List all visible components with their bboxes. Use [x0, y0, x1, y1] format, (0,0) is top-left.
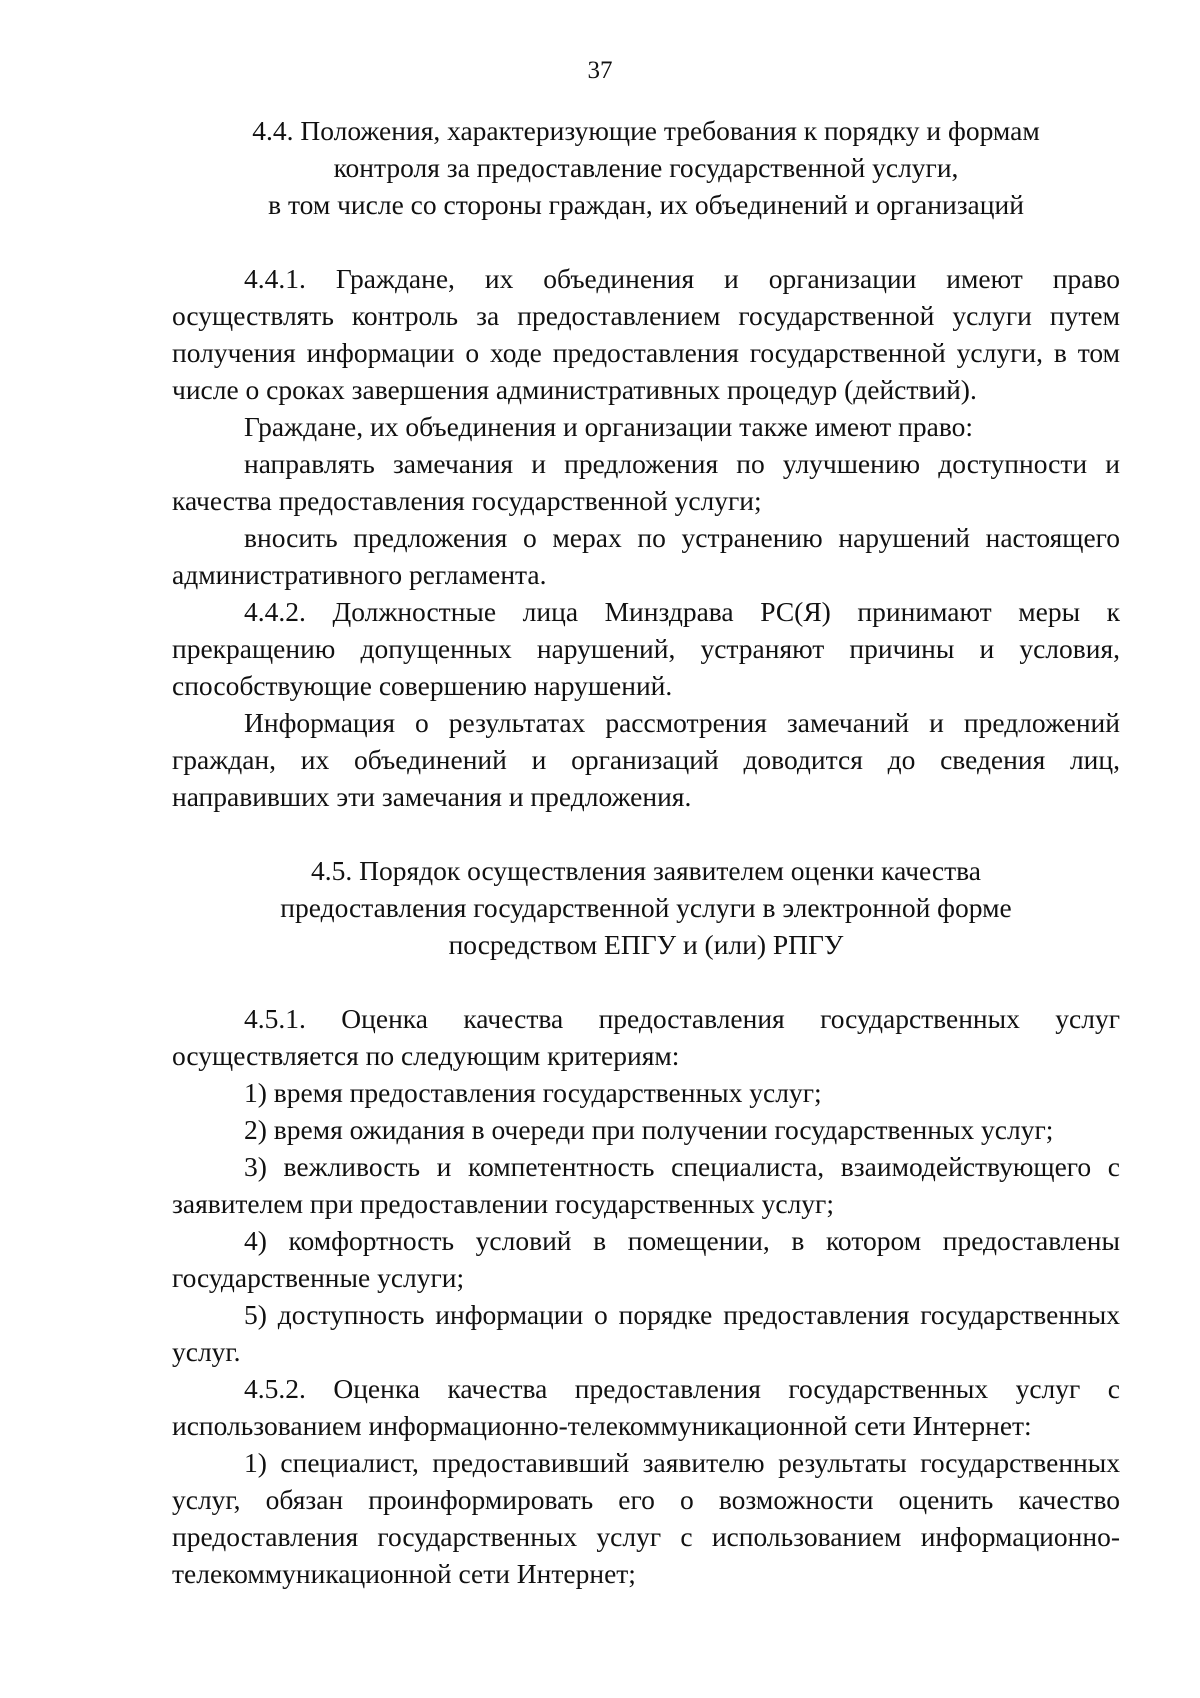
- paragraph-4-4-2: 4.4.2. Должностные лица Минздрава РС(Я) принимают меры к прекращению допущенных нарушений, устраняют причины и условия, способствующие совершению нарушений.: [172, 596, 1120, 701]
- page-content: [172, 112, 1120, 1592]
- paragraph-rights-intro: Граждане, их объединения и организации также имеют право:: [244, 411, 974, 442]
- section-4-5-heading: [172, 852, 1120, 963]
- criterion-1: 1) время предоставления государственных услуг;: [244, 1077, 822, 1108]
- paragraph-right-proposals: вносить предложения о мерах по устранению нарушений настоящего административного регламента.: [172, 522, 1120, 590]
- paragraph-4-5-2: 4.5.2. Оценка качества предоставления государственных услуг с использованием информационно-телекоммуникационной сети Интернет:: [172, 1373, 1120, 1441]
- paragraph-right-remarks: направлять замечания и предложения по улучшению доступности и качества предоставления государственной услуги;: [172, 448, 1120, 516]
- spacer: [172, 963, 1120, 1000]
- section-4-5-heading-line: 4.5. Порядок осуществления заявителем оценки качества: [311, 855, 981, 886]
- section-4-4-heading-line: в том числе со стороны граждан, их объединений и организаций: [268, 189, 1024, 220]
- paragraph-4-5-1: 4.5.1. Оценка качества предоставления государственных услуг осуществляется по следующим критериям:: [172, 1003, 1120, 1071]
- paragraph-4-5-2-item-1: 1) специалист, предоставивший заявителю результаты государственных услуг, обязан проинформировать его о возможности оценить качество предоставления государственных услуг с использованием информационно-телекоммуникационной сети Интернет;: [172, 1447, 1120, 1589]
- criterion-4: 4) комфортность условий в помещении, в котором предоставлены государственные услуги;: [172, 1225, 1120, 1293]
- section-4-4-heading-line: 4.4. Положения, характеризующие требования к порядку и формам: [252, 115, 1040, 146]
- criterion-5: 5) доступность информации о порядке предоставления государственных услуг.: [172, 1299, 1120, 1367]
- section-4-5-heading-line: предоставления государственной услуги в электронной форме: [280, 892, 1012, 923]
- section-4-4-heading-line: контроля за предоставление государственной услуги,: [333, 152, 959, 183]
- spacer: [172, 223, 1120, 260]
- page-number: 37: [587, 57, 613, 84]
- section-4-4-heading: [172, 112, 1120, 223]
- paragraph-results-info: Информация о результатах рассмотрения замечаний и предложений граждан, их объединений и организаций доводится до сведения лиц, направивших эти замечания и предложения.: [172, 707, 1120, 812]
- section-4-5-heading-line: посредством ЕПГУ и (или) РПГУ: [448, 929, 844, 960]
- criterion-3: 3) вежливость и компетентность специалиста, взаимодействующего с заявителем при предоставлении государственных услуг;: [172, 1151, 1120, 1219]
- criterion-2: 2) время ожидания в очереди при получении государственных услуг;: [244, 1114, 1054, 1145]
- paragraph-4-4-1: 4.4.1. Граждане, их объединения и организации имеют право осуществлять контроль за предоставлением государственной услуги путем получения информации о ходе предоставления государственной услуги, в том числе о сроках завершения административных процедур (действий).: [172, 263, 1120, 405]
- spacer: [172, 815, 1120, 852]
